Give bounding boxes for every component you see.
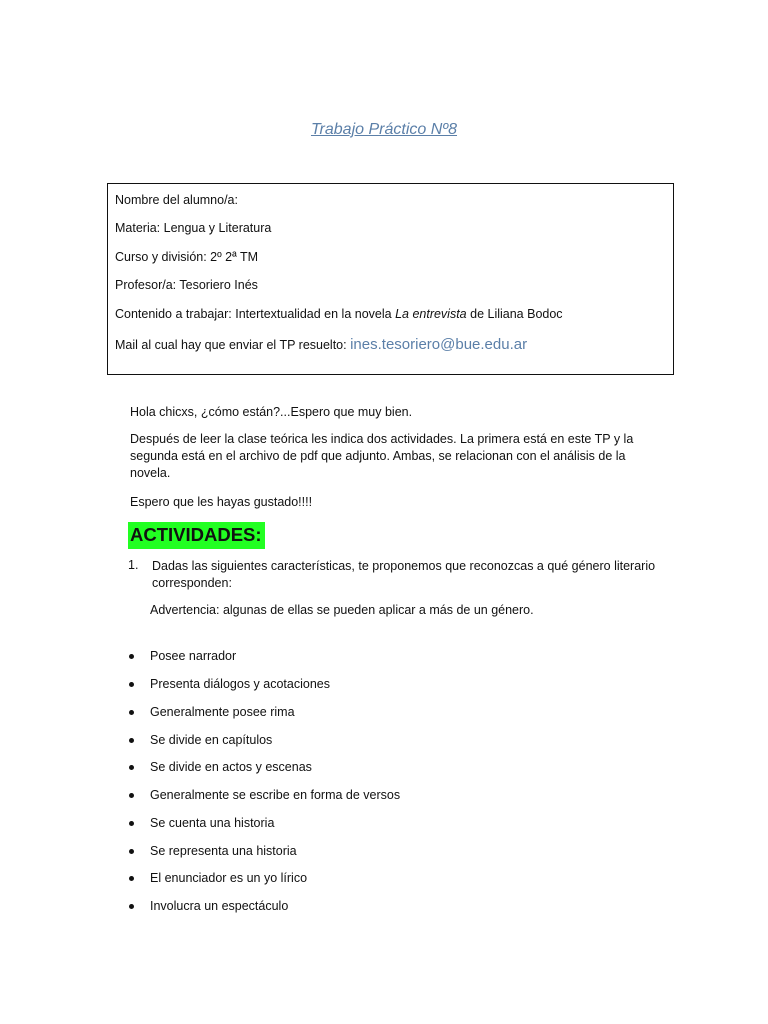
bullet-icon xyxy=(129,654,134,659)
list-item: El enunciador es un yo lírico xyxy=(128,871,307,885)
novel-title: La entrevista xyxy=(395,307,467,321)
content-line xyxy=(115,307,563,321)
bullet-icon xyxy=(129,682,134,687)
course-line: Curso y división: 2º 2ª TM xyxy=(115,250,259,264)
bullet-icon xyxy=(129,765,134,770)
bullet-icon xyxy=(129,710,134,715)
greeting: Hola chicxs, ¿cómo están?...Espero que muy bien. xyxy=(130,405,413,419)
bullet-icon xyxy=(129,821,134,826)
teacher-line: Profesor/a: Tesoriero Inés xyxy=(115,278,258,292)
document-title: Trabajo Práctico Nº8 xyxy=(310,121,458,138)
content-suffix: de Liliana Bodoc xyxy=(466,307,563,321)
bullet-icon xyxy=(129,793,134,798)
bullet-icon xyxy=(129,904,134,909)
subject-line: Materia: Lengua y Literatura xyxy=(115,221,272,235)
mail-label: Mail al cual hay que enviar el TP resuelto: xyxy=(115,338,351,352)
list-item: Involucra un espectáculo xyxy=(128,899,288,913)
list-item: Generalmente se escribe en forma de versos xyxy=(128,788,400,802)
bullet-icon xyxy=(129,849,134,854)
list-item: Presenta diálogos y acotaciones xyxy=(128,677,330,691)
activity-number: 1. xyxy=(128,558,139,572)
list-item: Se cuenta una historia xyxy=(128,816,274,830)
intro-paragraph: Después de leer la clase teórica les indica dos actividades. La primera está en este TP y la segunda está en el archivo de pdf que adjunto. Ambas, se relacionan con el análisis de la novela. xyxy=(130,432,634,480)
list-item: Se divide en actos y escenas xyxy=(128,760,312,774)
list-item: Generalmente posee rima xyxy=(128,705,295,719)
activity-text: Dadas las siguientes características, te proponemos que reconozcas a qué género literario corresponden: xyxy=(152,559,656,590)
mail-line xyxy=(115,336,527,353)
activity-warning: Advertencia: algunas de ellas se pueden aplicar a más de un género. xyxy=(150,603,534,617)
student-info-box xyxy=(107,183,674,375)
bullet-icon xyxy=(129,738,134,743)
list-item: Se representa una historia xyxy=(128,844,297,858)
list-item: Se divide en capítulos xyxy=(128,733,272,747)
closing-line: Espero que les hayas gustado!!!! xyxy=(130,495,313,509)
bullet-icon xyxy=(129,876,134,881)
list-item: Posee narrador xyxy=(128,649,236,663)
student-name-label: Nombre del alumno/a: xyxy=(115,193,238,207)
mail-address: ines.tesoriero@bue.edu.ar xyxy=(350,336,528,353)
activities-heading: ACTIVIDADES: xyxy=(128,522,265,549)
content-prefix: Contenido a trabajar: Intertextualidad en la novela xyxy=(115,307,396,321)
